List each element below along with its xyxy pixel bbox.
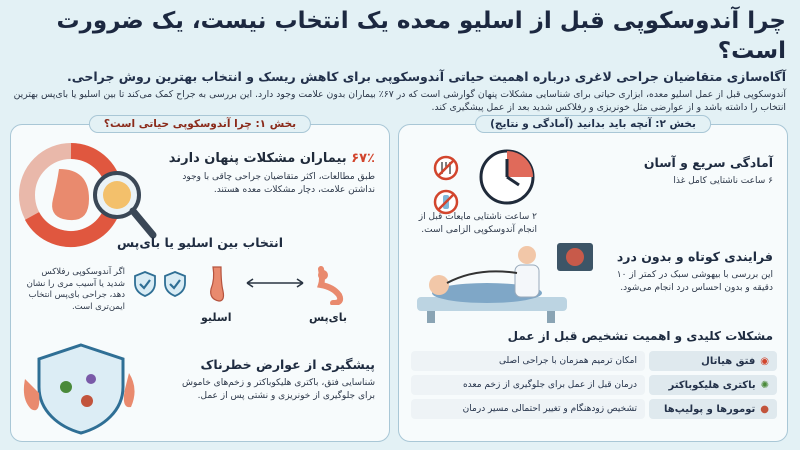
- shield-check-icon: [133, 271, 157, 297]
- prevent-text: شناسایی فتق، باکتری هلیکوباکتر و زخم‌های خاموش برای جلوگیری از خونریزی و نشتی پس از عمل.: [182, 378, 375, 401]
- hernia-icon: ◉: [760, 355, 769, 367]
- problem-desc-2: درمان قبل از عمل برای جلوگیری از زخم معده: [411, 375, 645, 395]
- section-1-tag: بخش ۱: چرا آندوسکوپی حیاتی است؟: [89, 115, 311, 133]
- polyp-icon: ●: [760, 403, 769, 415]
- stat-percent: ۶۷٪: [351, 151, 375, 166]
- bypass-label: بای‌پس: [309, 311, 348, 324]
- section-2-panel: [398, 118, 788, 442]
- shield-check-icon: [163, 271, 187, 297]
- problem-label-3: ● تومورها و پولیپ‌ها: [649, 399, 777, 419]
- reflux-note: اگر آندوسکوپی رفلاکس شدید یا آسیب مری را نشان دهد، جراحی بای‌پس انتخاب ایمن‌تری است.: [26, 267, 125, 312]
- page-title: چرا آندوسکوپی قبل از اسلیو معده یک انتخاب نیست، یک ضرورت است؟: [56, 8, 786, 64]
- fasting-note: ۲ ساعت ناشتایی مایعات قبل از انجام آندوسکوپی الزامی است.: [418, 212, 537, 235]
- protection-shield-illustration: [21, 339, 139, 437]
- process-title: فرایندی کوتاه و بدون درد: [616, 249, 773, 264]
- problem-desc-1: امکان ترمیم همزمان با جراحی اصلی: [411, 351, 645, 371]
- endoscopy-procedure-illustration: [417, 237, 597, 323]
- prep-title: آمادگی سریع و آسان: [643, 155, 773, 170]
- stat-text: طبق مطالعات، اکثر متقاضیان جراحی چاقی با وجود نداشتن علامت، دچار مشکلات معده هستند.: [182, 172, 375, 195]
- problem-desc-3: تشخیص زودهنگام و تغییر احتمالی مسیر درمان: [411, 399, 645, 419]
- process-text: این بررسی با بیهوشی سبک در کمتر از ۱۰ دقیقه و بدون احساس درد انجام می‌شود.: [616, 270, 773, 293]
- problem-label-2: ✺ باکتری هلیکوباکتر: [649, 375, 777, 395]
- stat-heading: [169, 151, 375, 166]
- section-2-tag: بخش ۲: آنچه باید بدانید (آمادگی و نتایج): [475, 115, 711, 133]
- page-subtitle: آگاه‌سازی متقاضیان جراحی لاغری درباره اهمیت حیاتی آندوسکوپی برای کاهش ریسک و انتخاب بهترین روش جراحی.: [66, 69, 786, 84]
- choice-title: انتخاب بین اسلیو یا بای‌پس: [116, 235, 283, 250]
- stomach-magnifier-illustration: [19, 139, 159, 249]
- problems-title: مشکلات کلیدی و اهمیت تشخیص قبل از عمل: [507, 329, 773, 343]
- header: [10, 6, 786, 114]
- clock-icon: [477, 147, 537, 207]
- prevent-title: پیشگیری از عوارض خطرناک: [200, 357, 375, 372]
- intro-text: آندوسکوپی قبل از عمل اسلیو معده، ابزاری حیاتی برای شناسایی مشکلات پنهان گوارشی است که در ۶۷٪ بیماران بدون علامت وجود دارد. این بررسی به جراح کمک می‌کند تا بین اسلیو یا بای‌پس بهترین انتخاب را داشته باشد و از عوارضی مثل خونریزی و رفلاکس شدید بعد از عمل پیشگیری کند.: [13, 89, 786, 113]
- section-1-panel: [10, 118, 390, 442]
- double-arrow-icon: [243, 277, 307, 289]
- problem-label-1: ◉ فتق هیاتال: [649, 351, 777, 371]
- bypass-stomach-icon: [313, 265, 349, 305]
- no-food-icon: [433, 155, 459, 181]
- sleeve-label: اسلیو: [201, 311, 232, 324]
- stat-title: بیماران مشکلات پنهان دارند: [168, 151, 347, 166]
- prep-text: ۶ ساعت ناشتایی کامل غذا: [673, 176, 773, 186]
- sleeve-stomach-icon: [201, 265, 231, 305]
- bacteria-icon: ✺: [760, 379, 769, 391]
